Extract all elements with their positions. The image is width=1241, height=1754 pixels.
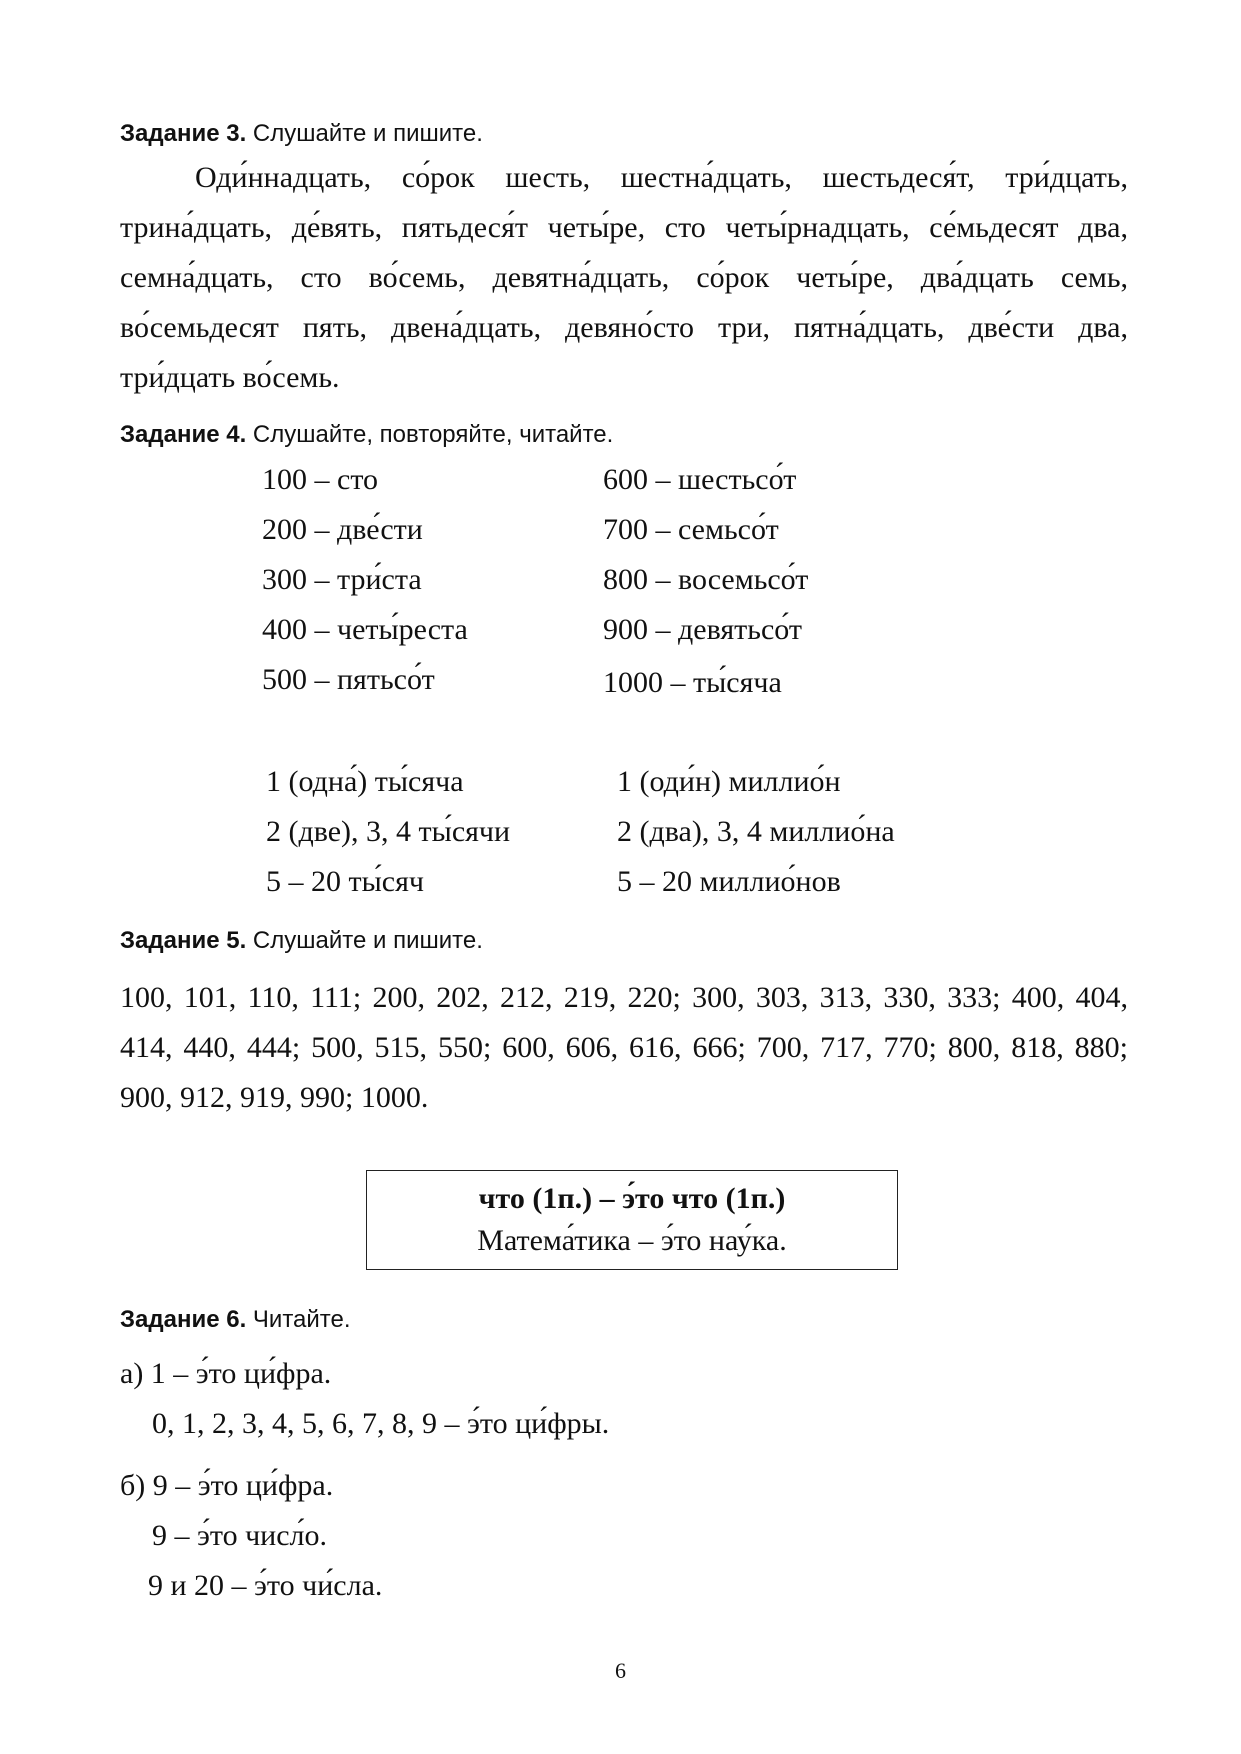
thousands-item: 1 (одна́) ты́сяча xyxy=(266,765,464,798)
millions-item: 2 (два), 3, 4 миллио́на xyxy=(617,815,895,848)
task4-heading xyxy=(120,421,613,449)
task6-heading xyxy=(120,1306,351,1334)
task5-label: Задание 5. xyxy=(120,927,247,954)
task6-b-line: 9 и 20 – э́то чи́сла. xyxy=(148,1569,383,1602)
page-number: 6 xyxy=(615,1658,626,1683)
task6-b-line: б) 9 – э́то ци́фра. xyxy=(120,1469,334,1502)
hundreds-left-item: 200 – две́сти xyxy=(262,513,423,546)
task5-instruction: Слушайте и пишите. xyxy=(252,927,483,954)
task6-a-line: а) 1 – э́то ци́фра. xyxy=(120,1357,332,1390)
hundreds-left-item: 500 – пятьсо́т xyxy=(262,663,435,696)
task3-label: Задание 3. xyxy=(120,120,247,147)
rule-pattern: что (1п.) – э́то что (1п.) xyxy=(478,1182,786,1215)
hundreds-right-item: 900 – девятьсо́т xyxy=(603,613,802,646)
task3-text: Оди́ннадцать, со́рок шесть, шестна́дцать, шестьдеся́т, три́дцать, трина́дцать, де́вять, пятьдеся́т четы́ре, сто четы́рнадцать, се́мьдесят два, семна́дцать, сто во́семь, девятна́дцать, со́рок четы́ре, два́дцать семь, во́семьдесят пять, двена́дцать, девяно́сто три, пятна́дцать, две́сти два, три́дцать во́семь. xyxy=(120,161,1128,394)
thousands-item: 2 (две), 3, 4 ты́сячи xyxy=(266,815,511,848)
hundreds-right-item: 1000 – ты́сяча xyxy=(603,666,782,699)
hundreds-right-item: 800 – восемьсо́т xyxy=(603,563,809,596)
hundreds-left-item: 400 – четы́реста xyxy=(262,613,468,646)
task6-label: Задание 6. xyxy=(120,1306,247,1333)
task4-label: Задание 4. xyxy=(120,421,247,448)
rule-box xyxy=(366,1170,898,1270)
task6-a-line: 0, 1, 2, 3, 4, 5, 6, 7, 8, 9 – э́то ци́фры. xyxy=(152,1407,610,1440)
hundreds-left-item: 300 – три́ста xyxy=(262,563,422,596)
hundreds-left-item: 100 – сто xyxy=(262,463,379,496)
hundreds-right-item: 600 – шестьсо́т xyxy=(603,463,797,496)
task4-instruction: Слушайте, повторяйте, читайте. xyxy=(252,421,614,448)
millions-item: 1 (оди́н) миллио́н xyxy=(617,765,841,798)
task3-instruction: Слушайте и пишите. xyxy=(252,120,483,147)
task6-instruction: Читайте. xyxy=(252,1306,351,1333)
millions-item: 5 – 20 миллио́нов xyxy=(617,865,841,898)
task6-b-line: 9 – э́то числ́о. xyxy=(152,1519,328,1552)
task5-heading xyxy=(120,927,483,955)
thousands-item: 5 – 20 ты́сяч xyxy=(266,865,424,898)
hundreds-right-item: 700 – семьсо́т xyxy=(603,513,779,546)
task5-text: 100, 101, 110, 111; 200, 202, 212, 219, 220; 300, 303, 313, 330, 333; 400, 404, 414, 440, 444; 500, 515, 550; 600, 606, 616, 666; 700, 717, 770; 800, 818, 880; 900, 912, 919, 990; 1000. xyxy=(120,981,1128,1114)
task3-heading xyxy=(120,120,483,148)
rule-example: Матема́тика – э́то нау́ка. xyxy=(477,1224,787,1257)
